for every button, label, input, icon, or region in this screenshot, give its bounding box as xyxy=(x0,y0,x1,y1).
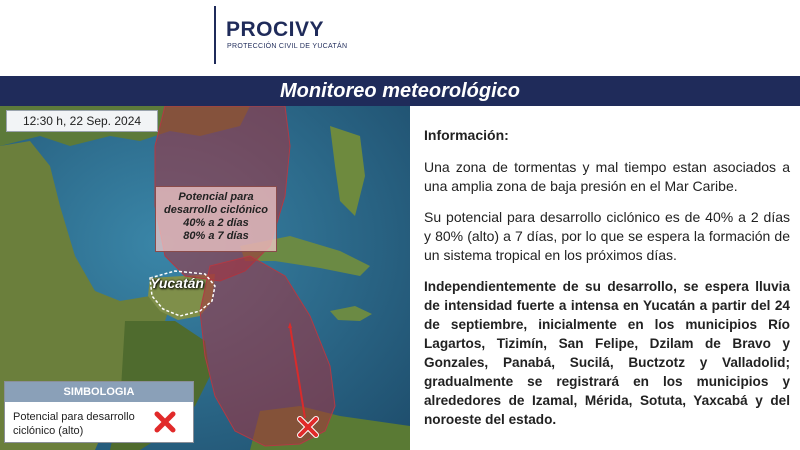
legend-item-label: Potencial para desarrollo ciclónico (alto) xyxy=(13,411,135,437)
potential-line-2: desarrollo ciclónico xyxy=(164,204,268,216)
logo-divider xyxy=(214,6,216,64)
potential-info-box xyxy=(155,186,277,252)
legend xyxy=(4,381,194,443)
potential-line-1: Potencial para xyxy=(178,191,254,203)
potential-line-4: 80% a 7 días xyxy=(183,230,249,242)
legend-title: SIMBOLOGIA xyxy=(5,382,193,402)
page-title: Monitoreo meteorológico xyxy=(0,76,800,106)
logo-subtitle: PROTECCIÓN CIVIL DE YUCATÁN xyxy=(227,43,348,50)
info-panel xyxy=(412,106,800,450)
timestamp-badge: 12:30 h, 22 Sep. 2024 xyxy=(6,110,158,132)
potential-line-3: 40% a 2 días xyxy=(183,217,249,229)
header xyxy=(0,0,800,74)
info-paragraph-1: Una zona de tormentas y mal tiempo estan asociados a una amplia zona de baja presión en el Mar Caribe. xyxy=(424,159,790,194)
red-x-icon xyxy=(153,410,177,434)
region-label-yucatan: Yucatán xyxy=(150,275,204,291)
info-paragraph-2: Su potencial para desarrollo ciclónico es de 40% a 2 días y 80% (alto) a 7 días, por lo que se espera la formación de un sistema tropical en los próximos días. xyxy=(424,209,790,263)
info-paragraph-3: Independientemente de su desarrollo, se espera lluvia de intensidad fuerte a intensa en Yucatán a partir del 24 de septiembre, inicialmente en los municipios Río Lagartos, Tizimín, San Felipe, Dzilam de Bravo y Gonzales, Panabá, Sucilá, Buctzotz y Valladolid; gradualmente se registrará en los municipios y alrededores de Izamal, Mérida, Sotuta, Yaxcabá y del noroeste del estado. xyxy=(424,279,790,427)
info-title: Información: xyxy=(424,127,509,143)
logo-main: PROCIVY xyxy=(226,18,325,41)
